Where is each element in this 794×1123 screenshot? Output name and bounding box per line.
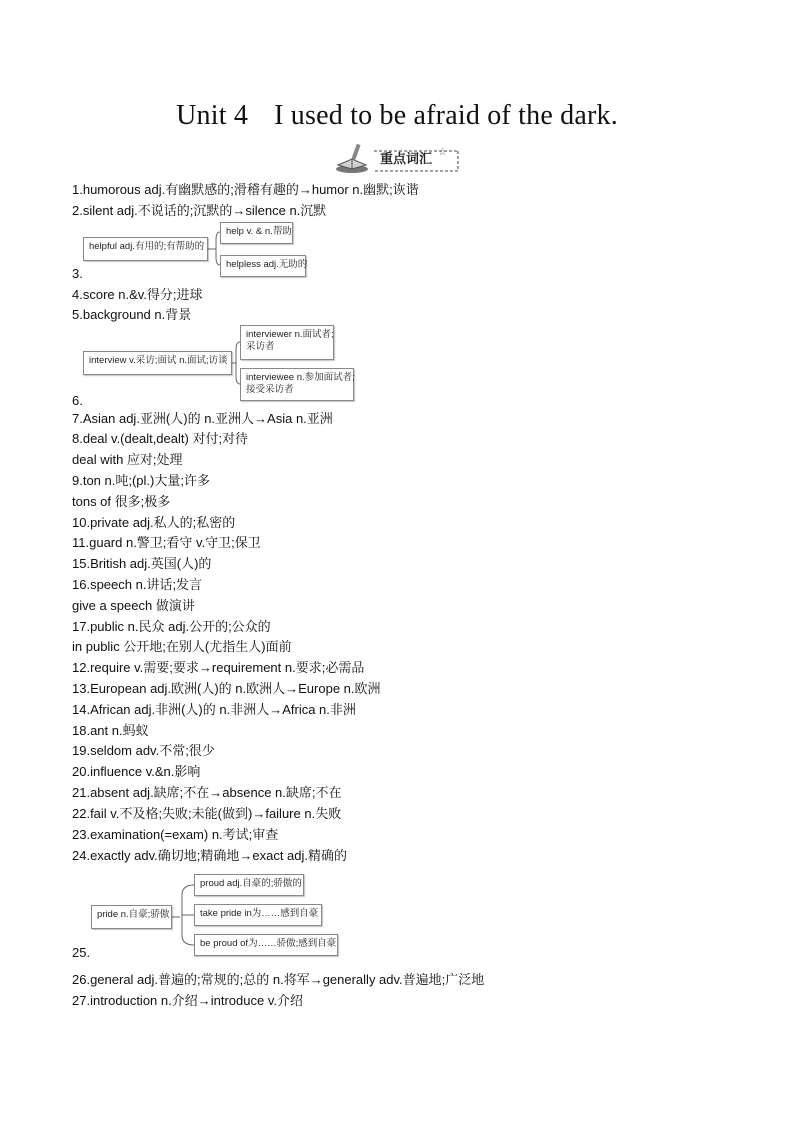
vocab-item: 4.score n.&v.得分;进球 — [72, 287, 203, 302]
diagram-text: help v. & n.帮助 — [226, 226, 292, 237]
diagram-text: be proud of为……骄傲;感到自豪 — [200, 938, 337, 949]
diagram-root-pride — [91, 905, 172, 929]
vocab-item: 14.African adj.非洲(人)的 n.非洲人→Africa n.非洲 — [72, 702, 356, 717]
vocab-item: 23.examination(=exam) n.考试;审查 — [72, 827, 279, 842]
vocab-item: 26.general adj.普遍的;常规的;总的 n.将军→generally adv.普遍地;广泛地 — [72, 972, 485, 987]
vocab-item: 2.silent adj.不说话的;沉默的→silence n.沉默 — [72, 203, 327, 218]
diagram-branch-helpless — [220, 255, 306, 277]
vocab-item: 3. — [72, 266, 83, 281]
diagram-text: proud adj.自豪的;骄傲的 — [200, 878, 302, 889]
diagram-text: 采访者 — [246, 341, 275, 352]
badge-label: 重点词汇 — [380, 151, 433, 166]
diagram-branch-interviewer — [240, 325, 334, 360]
vocab-item: 21.absent adj.缺席;不在→absence n.缺席;不在 — [72, 785, 342, 800]
diagram-text: pride n.自豪;骄傲 — [97, 909, 170, 920]
vocab-item: 17.public n.民众 adj.公开的;公众的 — [72, 619, 271, 634]
vocab-item: 18.ant n.蚂蚁 — [72, 723, 149, 738]
key-vocabulary-badge — [330, 141, 464, 175]
diagram-text: interviewer n.面试者; — [246, 329, 334, 340]
vocab-item: 20.influence v.&n.影响 — [72, 764, 201, 779]
vocab-item: 27.introduction n.介绍→introduce v.介绍 — [72, 993, 303, 1008]
diagram-branch-help — [220, 222, 293, 244]
diagram-text: helpful adj.有用的;有帮助的 — [89, 241, 205, 252]
vocab-item: 9.ton n.吨;(pl.)大量;许多 — [72, 473, 210, 488]
diagram-text: helpless adj.无助的 — [226, 259, 308, 270]
vocab-item: 12.require v.需要;要求→requirement n.要求;必需品 — [72, 660, 365, 675]
diagram-text: take pride in为……感到自豪 — [200, 908, 319, 919]
vocab-item: 15.British adj.英国(人)的 — [72, 556, 212, 571]
vocab-item: 11.guard n.警卫;看守 v.守卫;保卫 — [72, 535, 261, 550]
diagram-root-interview — [83, 351, 232, 375]
vocab-item: deal with 应对;处理 — [72, 452, 183, 467]
vocab-item: 10.private adj.私人的;私密的 — [72, 515, 236, 530]
page-title — [0, 100, 794, 132]
vocab-item: 19.seldom adv.不常;很少 — [72, 743, 215, 758]
vocab-item: 1.humorous adj.有幽默感的;滑稽有趣的→humor n.幽默;诙谐 — [72, 182, 419, 197]
diagram-root-helpful — [83, 237, 208, 261]
diagram-branch-proud — [194, 874, 304, 896]
diagram-text: 接受采访者 — [246, 384, 294, 395]
star-icon: ☆ — [438, 147, 447, 158]
diagram-text: interview v.采访;面试 n.面试;访谈 — [89, 355, 228, 366]
vocab-item: 13.European adj.欧洲(人)的 n.欧洲人→Europe n.欧洲 — [72, 681, 381, 696]
diagram-branch-take-pride — [194, 904, 322, 926]
vocab-item: 7.Asian adj.亚洲(人)的 n.亚洲人→Asia n.亚洲 — [72, 411, 333, 426]
unit-label: Unit 4 — [176, 100, 249, 131]
vocab-item: 5.background n.背景 — [72, 307, 192, 322]
vocab-item: 6. — [72, 393, 83, 408]
vocab-item: 25. — [72, 945, 91, 960]
vocab-item: tons of 很多;极多 — [72, 494, 171, 509]
unit-title: I used to be afraid of the dark. — [274, 100, 618, 131]
diagram-branch-be-proud — [194, 934, 338, 956]
vocab-item: 24.exactly adv.确切地;精确地→exact adj.精确的 — [72, 848, 348, 863]
vocab-item: 22.fail v.不及格;失败;未能(做到)→failure n.失败 — [72, 806, 342, 821]
vocab-item: in public 公开地;在别人(尤指生人)面前 — [72, 639, 292, 654]
vocab-item: 16.speech n.讲话;发言 — [72, 577, 203, 592]
diagram-branch-interviewee — [240, 368, 354, 401]
vocab-item: 8.deal v.(dealt,dealt) 对付;对待 — [72, 431, 249, 446]
vocab-item: give a speech 做演讲 — [72, 598, 195, 613]
diagram-text: interviewee n.参加面试者; — [246, 372, 355, 383]
